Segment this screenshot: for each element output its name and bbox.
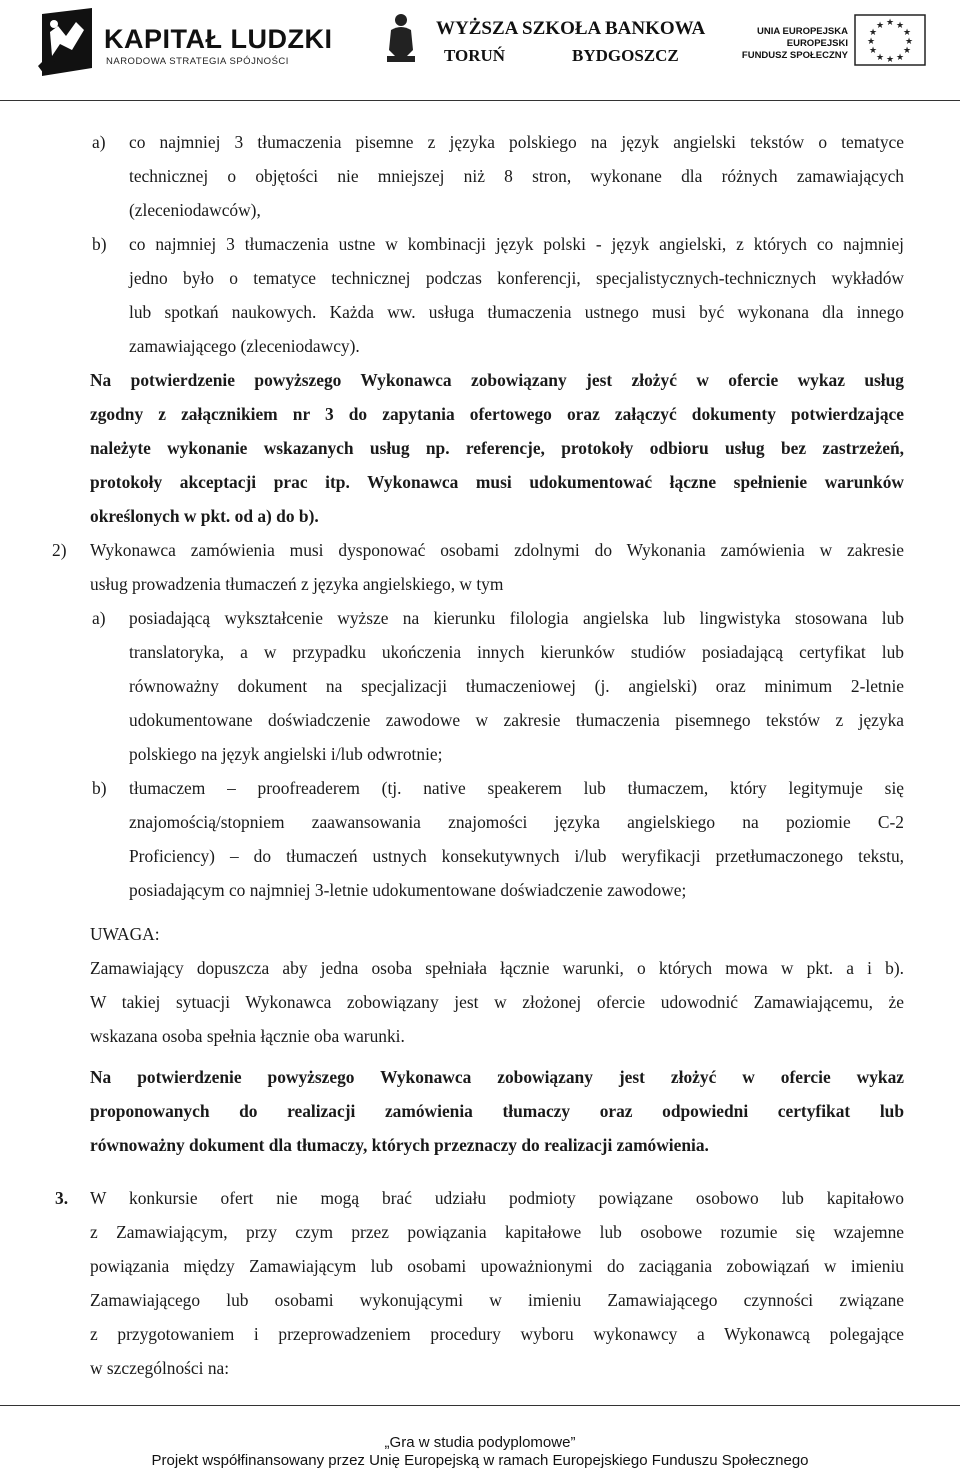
- text-line: znajomością/stopniem zaawansowania znajomości języka angielskiego na poziomie C-2: [129, 812, 904, 832]
- svg-text:★: ★: [868, 46, 878, 56]
- list-marker-3: 3.: [55, 1188, 69, 1208]
- bold-text-line: należyte wykonanie wskazanych usług np. referencje, protokoły odbioru usług bez zastrzeżeń,: [90, 438, 904, 458]
- text-line: Zamawiający dopuszcza aby jedna osoba spełniała łącznie warunki, o których mowa w pkt. a i b).: [90, 958, 904, 978]
- kapital-ludzki-title: KAPITAŁ LUDZKI: [104, 24, 333, 54]
- svg-text:★: ★: [885, 18, 895, 28]
- list-marker-a: a): [92, 132, 106, 152]
- bold-text-line: Na potwierdzenie powyższego Wykonawca zobowiązany jest złożyć w ofercie wykaz: [90, 1067, 904, 1087]
- text-line: W takiej sytuacji Wykonawca zobowiązany jest w złożonej ofercie udowodnić Zamawiającemu, że: [90, 992, 904, 1012]
- text-line: posiadającym co najmniej 3-letnie udokumentowane doświadczenie zawodowe;: [129, 880, 687, 900]
- text-line: Proficiency) – do tłumaczeń ustnych konsekutywnych i/lub weryfikacji przetłumaczonego tekstu,: [129, 846, 904, 866]
- svg-text:★: ★: [895, 21, 905, 31]
- eu-label-line3: FUNDUSZ SPOŁECZNY: [741, 50, 848, 61]
- bold-text-line: Na potwierdzenie powyższego Wykonawca zobowiązany jest złożyć w ofercie wykaz usług: [90, 370, 904, 390]
- wsb-city-bydgoszcz: BYDGOSZCZ: [572, 46, 679, 65]
- text-line: powiązania między Zamawiającym lub osobami upoważnionymi do zaciągania zobowiązań w imieniu: [90, 1256, 904, 1276]
- svg-text:★: ★: [866, 37, 876, 47]
- svg-text:★: ★: [904, 37, 914, 47]
- text-line: Zamawiającego lub osobami wykonującymi w imieniu Zamawiającego czynności związane: [90, 1290, 904, 1310]
- footer-project-name: „Gra w studia podyplomowe”: [384, 1434, 576, 1451]
- eu-flag-icon: [854, 14, 926, 66]
- header-divider: [0, 100, 960, 101]
- svg-text:★: ★: [868, 28, 878, 38]
- bold-text-line: równoważny dokument dla tłumaczy, których przeznaczy do realizacji zamówienia.: [90, 1135, 709, 1155]
- text-line: zamawiającego (zleceniodawcy).: [129, 336, 360, 356]
- text-line: jedno było o tematyce technicznej podczas konferencji, specjalistycznych-technicznych wykładów: [129, 268, 904, 288]
- kapital-ludzki-subtitle: NARODOWA STRATEGIA SPÓJNOŚCI: [106, 56, 289, 67]
- text-line: lub spotkań naukowych. Każda ww. usługa tłumaczenia ustnego musi być wykonana dla innego: [129, 302, 904, 322]
- list-marker-a: a): [92, 608, 106, 628]
- wsb-name: WYŻSZA SZKOŁA BANKOWA: [436, 18, 706, 39]
- footer-divider: [0, 1405, 960, 1406]
- text-line: translatoryka, a w przypadku ukończenia innych kierunków studiów posiadającą certyfikat lub: [129, 642, 904, 662]
- list-marker-2: 2): [52, 540, 67, 560]
- text-line: co najmniej 3 tłumaczenia ustne w kombinacji język polski - język angielski, z których co najmniej: [129, 234, 904, 254]
- text-line: posiadającą wykształcenie wyższe na kierunku filologia angielska lub lingwistyka stosowana lub: [129, 608, 904, 628]
- text-line: co najmniej 3 tłumaczenia pisemne z języka polskiego na język angielski tekstów o tematyce: [129, 132, 904, 152]
- text-line: technicznej o objętości nie mniejszej niż 8 stron, wykonane dla różnych zamawiających: [129, 166, 904, 186]
- bold-text-line: zgodny z załącznikiem nr 3 do zapytania ofertowego oraz załączyć dokumenty potwierdzające: [90, 404, 904, 424]
- wsb-city-torun: TORUŃ: [444, 46, 506, 65]
- text-line: usług prowadzenia tłumaczeń z języka angielskiego, w tym: [90, 574, 504, 594]
- wsb-emblem-icon: [383, 12, 419, 64]
- eu-label-line2: EUROPEJSKI: [786, 38, 848, 49]
- svg-text:★: ★: [885, 55, 895, 65]
- kapital-ludzki-logo-icon: [36, 6, 98, 78]
- note-heading: UWAGA:: [90, 924, 160, 944]
- text-line: Wykonawca zamówienia musi dysponować osobami zdolnymi do Wykonania zamówienia w zakresie: [90, 540, 904, 560]
- svg-text:★: ★: [895, 53, 905, 63]
- text-line: tłumaczem – proofreaderem (tj. native speakerem lub tłumaczem, który legitymuje się: [129, 778, 904, 798]
- text-line: (zleceniodawców),: [129, 200, 261, 220]
- footer-funding-note: Projekt współfinansowany przez Unię Europejską w ramach Europejskiego Funduszu Społecznego: [151, 1452, 809, 1469]
- list-marker-b: b): [92, 234, 107, 254]
- text-line: równoważny dokument na specjalizacji tłumaczeniowej (j. angielski) oraz minimum 2-letnie: [129, 676, 904, 696]
- svg-text:★: ★: [875, 53, 885, 63]
- text-line: W konkursie ofert nie mogą brać udziału podmioty powiązane osobowo lub kapitałowo: [90, 1188, 904, 1208]
- svg-text:★: ★: [902, 28, 912, 38]
- bold-text-line: protokoły akceptacji prac itp. Wykonawca musi udokumentować łączne spełnienie warunków: [90, 472, 904, 492]
- text-line: polskiego na język angielski i/lub odwrotnie;: [129, 744, 443, 764]
- text-line: z Zamawiającym, przy czym przez powiązania kapitałowe lub osobowe rozumie się wzajemne: [90, 1222, 904, 1242]
- text-line: w szczególności na:: [90, 1358, 230, 1378]
- eu-label-line1: UNIA EUROPEJSKA: [757, 26, 848, 37]
- page-header: [0, 0, 960, 100]
- text-line: z przygotowaniem i przeprowadzeniem procedury wyboru wykonawcy a Wykonawcą polegające: [90, 1324, 904, 1344]
- bold-text-line: proponowanych do realizacji zamówienia tłumaczy oraz odpowiedni certyfikat lub: [90, 1101, 904, 1121]
- text-line: udokumentowane doświadczenie zawodowe w zakresie tłumaczenia pisemnego tekstów z języka: [129, 710, 904, 730]
- svg-text:★: ★: [902, 46, 912, 56]
- list-marker-b: b): [92, 778, 107, 798]
- bold-text-line: określonych w pkt. od a) do b).: [90, 506, 319, 526]
- svg-text:★: ★: [875, 21, 885, 31]
- text-line: wskazana osoba spełnia łącznie oba warunki.: [90, 1026, 405, 1046]
